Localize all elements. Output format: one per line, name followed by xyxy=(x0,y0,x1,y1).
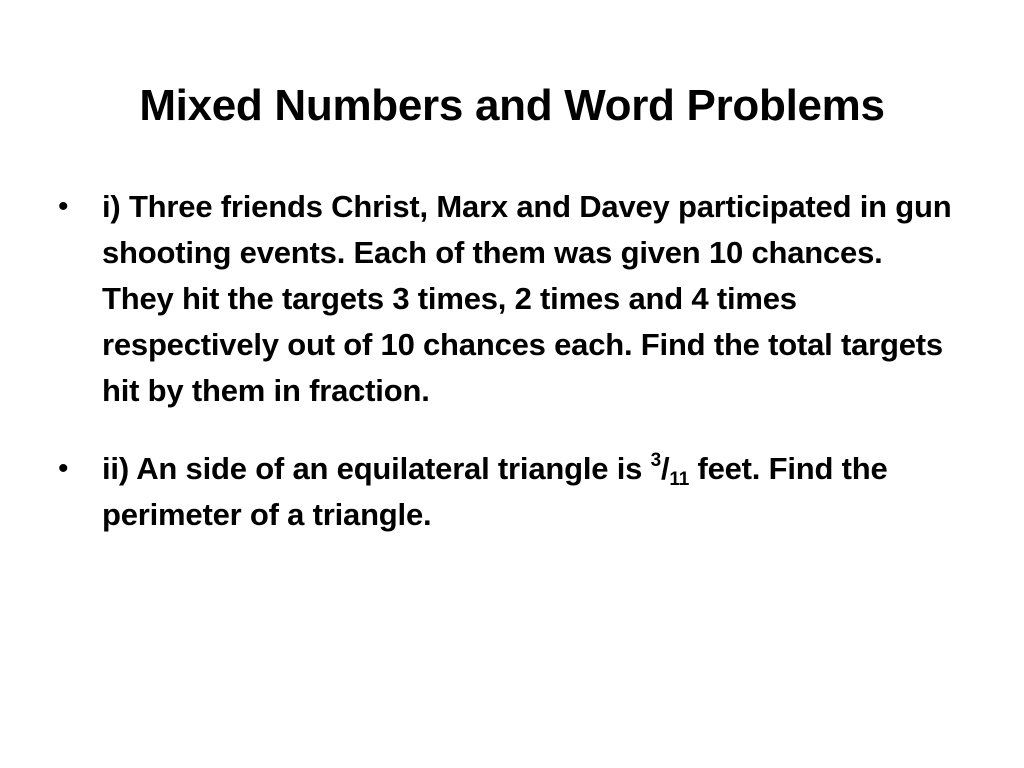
bullet-item-problem-1 xyxy=(58,184,958,414)
problem-2-prefix: ii) An side of an equilateral triangle is xyxy=(102,451,651,486)
bullet-item-problem-2 xyxy=(58,446,958,538)
slide-title: Mixed Numbers and Word Problems xyxy=(139,81,885,130)
fraction-slash: / xyxy=(660,451,670,486)
bullet-list xyxy=(58,184,958,538)
bullet-icon: • xyxy=(58,190,69,223)
problem-2-suffix: feet. Find the perimeter of a triangle. xyxy=(102,451,888,532)
fraction-denominator: 11 xyxy=(669,469,690,490)
fraction-numerator: 3 xyxy=(650,450,661,471)
bullet-icon: • xyxy=(58,452,69,485)
problem-1-text: i) Three friends Christ, Marx and Davey participated in gun shooting events. Each of them was given 10 chances. They hit the targets 3 times, 2 times and 4 times respectively out of 10 chances each. Find the total targets hit by them in fraction. xyxy=(102,189,952,408)
